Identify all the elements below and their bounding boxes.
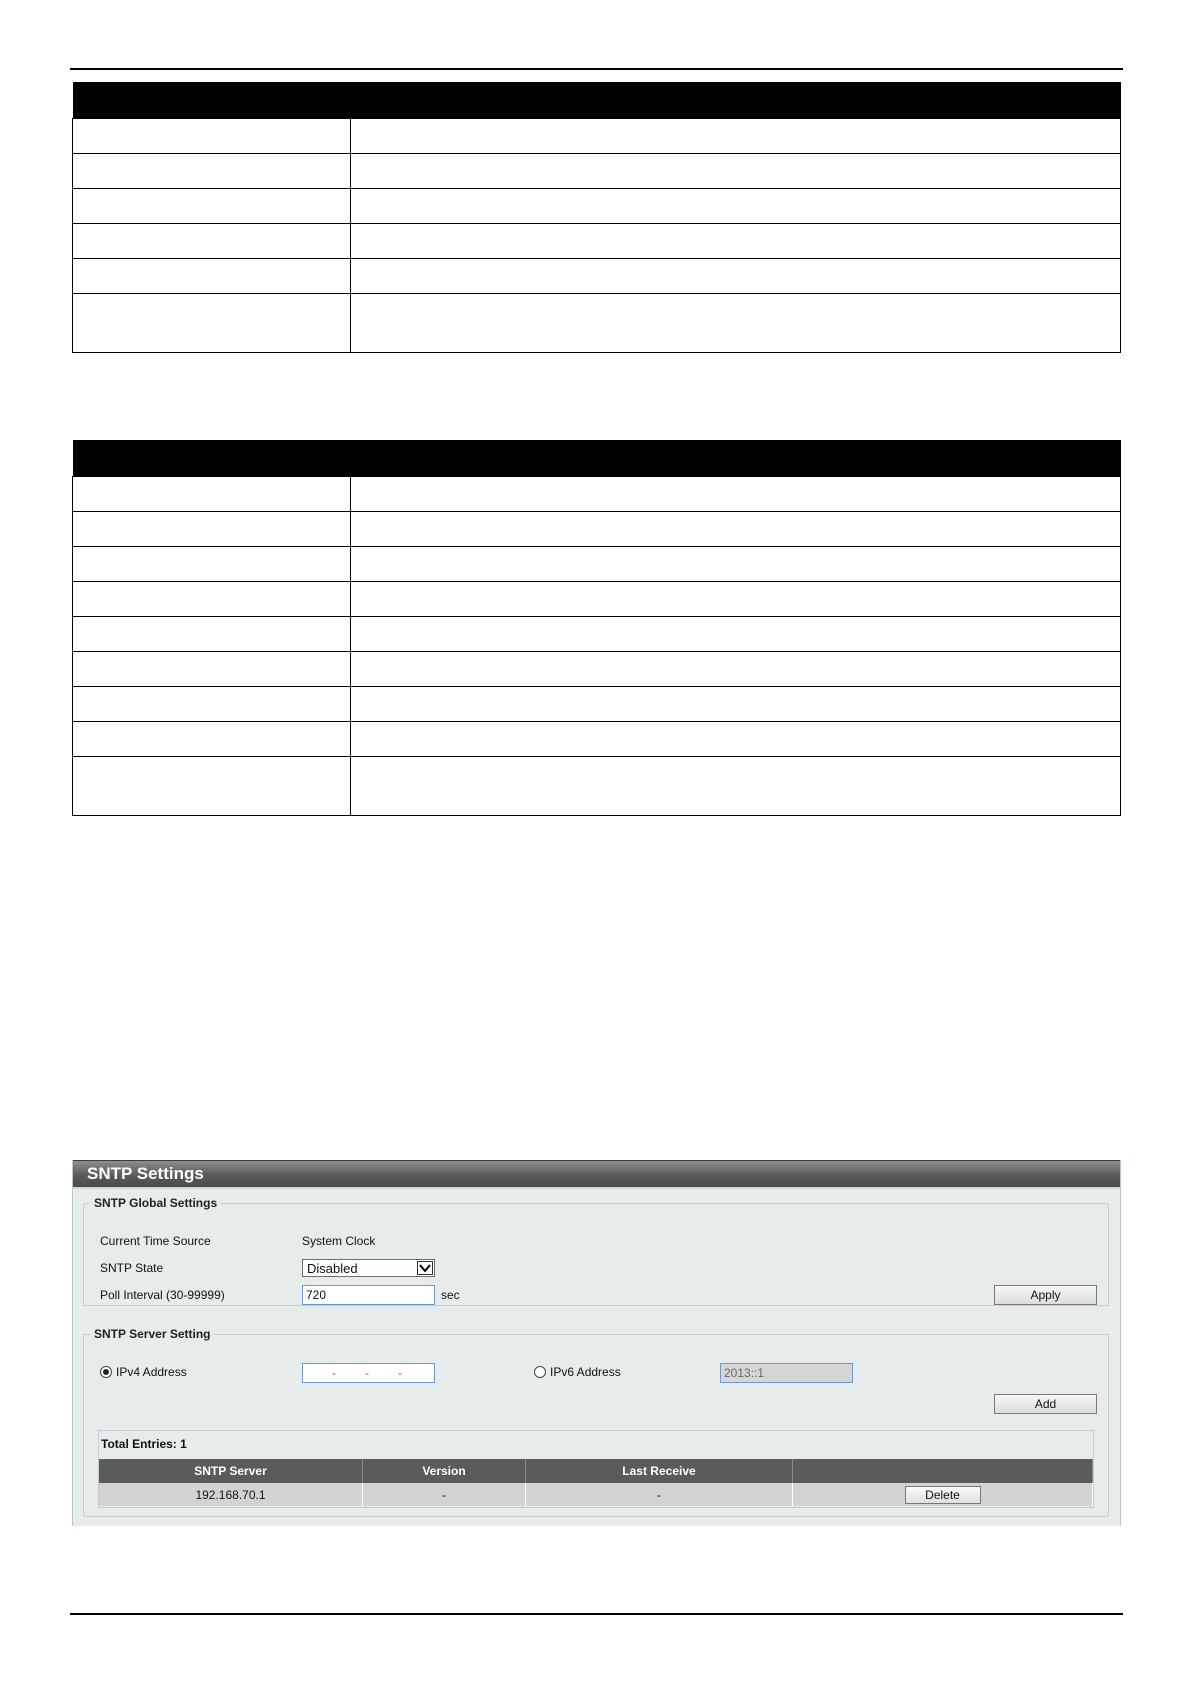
table-row (73, 687, 1121, 722)
table-row (73, 547, 1121, 582)
table-row (73, 154, 1121, 189)
delete-button[interactable]: Delete (905, 1486, 981, 1504)
table-row (73, 259, 1121, 294)
apply-button[interactable]: Apply (994, 1285, 1097, 1305)
table-row (99, 1483, 1093, 1506)
cell-last-receive: - (526, 1483, 793, 1506)
table-row (73, 189, 1121, 224)
current-time-source-value: System Clock (302, 1234, 376, 1248)
sntp-server-list (98, 1430, 1094, 1508)
table-row (73, 582, 1121, 617)
sntp-server-table (99, 1459, 1093, 1506)
table-row (73, 617, 1121, 652)
poll-interval-unit: sec (441, 1288, 460, 1302)
table-row (73, 652, 1121, 687)
sntp-state-label: SNTP State (100, 1261, 164, 1275)
total-entries: Total Entries: 1 (101, 1437, 187, 1451)
sntp-global-settings-group (83, 1196, 1109, 1306)
column-header-last-receive: Last Receive (526, 1459, 793, 1483)
group-legend: SNTP Global Settings (94, 1196, 218, 1210)
poll-interval-input[interactable]: 720 (302, 1285, 435, 1305)
table-row (73, 294, 1121, 353)
header-rule (70, 68, 1123, 70)
ipv6-address-input[interactable]: 2013::1 (720, 1363, 853, 1383)
cell-action (793, 1483, 1093, 1506)
footer-rule (70, 1613, 1123, 1615)
table-row (73, 224, 1121, 259)
ipv4-address-input[interactable] (302, 1363, 435, 1383)
ipv6-radio[interactable] (534, 1366, 546, 1378)
column-header-sntp-server: SNTP Server (99, 1459, 363, 1483)
sntp-settings-panel (72, 1160, 1121, 1526)
radio-selected-dot (103, 1369, 109, 1375)
poll-interval-label: Poll Interval (30-99999) (100, 1288, 225, 1302)
ipv4-radio[interactable] (100, 1366, 112, 1378)
group-legend: SNTP Server Setting (94, 1327, 211, 1341)
parameter-table-1 (72, 82, 1121, 353)
table-header (73, 440, 1121, 477)
sntp-server-setting-group (83, 1327, 1109, 1517)
ip-separator-dot: - (365, 1366, 369, 1380)
column-header-version: Version (363, 1459, 526, 1483)
table-row (73, 722, 1121, 757)
ipv6-address-label: IPv6 Address (550, 1365, 621, 1379)
ip-separator-dot: - (398, 1366, 402, 1380)
table-row (73, 757, 1121, 816)
sntp-state-value: Disabled (307, 1261, 358, 1276)
ip-separator-dot: - (332, 1366, 336, 1380)
table-header (73, 82, 1121, 119)
cell-version: - (363, 1483, 526, 1506)
parameter-table-2 (72, 440, 1121, 816)
add-button[interactable]: Add (994, 1394, 1097, 1414)
table-row (73, 477, 1121, 512)
sntp-state-select[interactable] (302, 1259, 435, 1277)
table-header (99, 1459, 1093, 1483)
column-header-action (793, 1459, 1093, 1483)
ipv4-address-label: IPv4 Address (116, 1365, 187, 1379)
current-time-source-label: Current Time Source (100, 1234, 211, 1248)
cell-sntp-server: 192.168.70.1 (99, 1483, 363, 1506)
chevron-down-icon[interactable] (417, 1261, 433, 1275)
table-row (73, 119, 1121, 154)
table-row (73, 512, 1121, 547)
panel-title: SNTP Settings (73, 1160, 1120, 1189)
